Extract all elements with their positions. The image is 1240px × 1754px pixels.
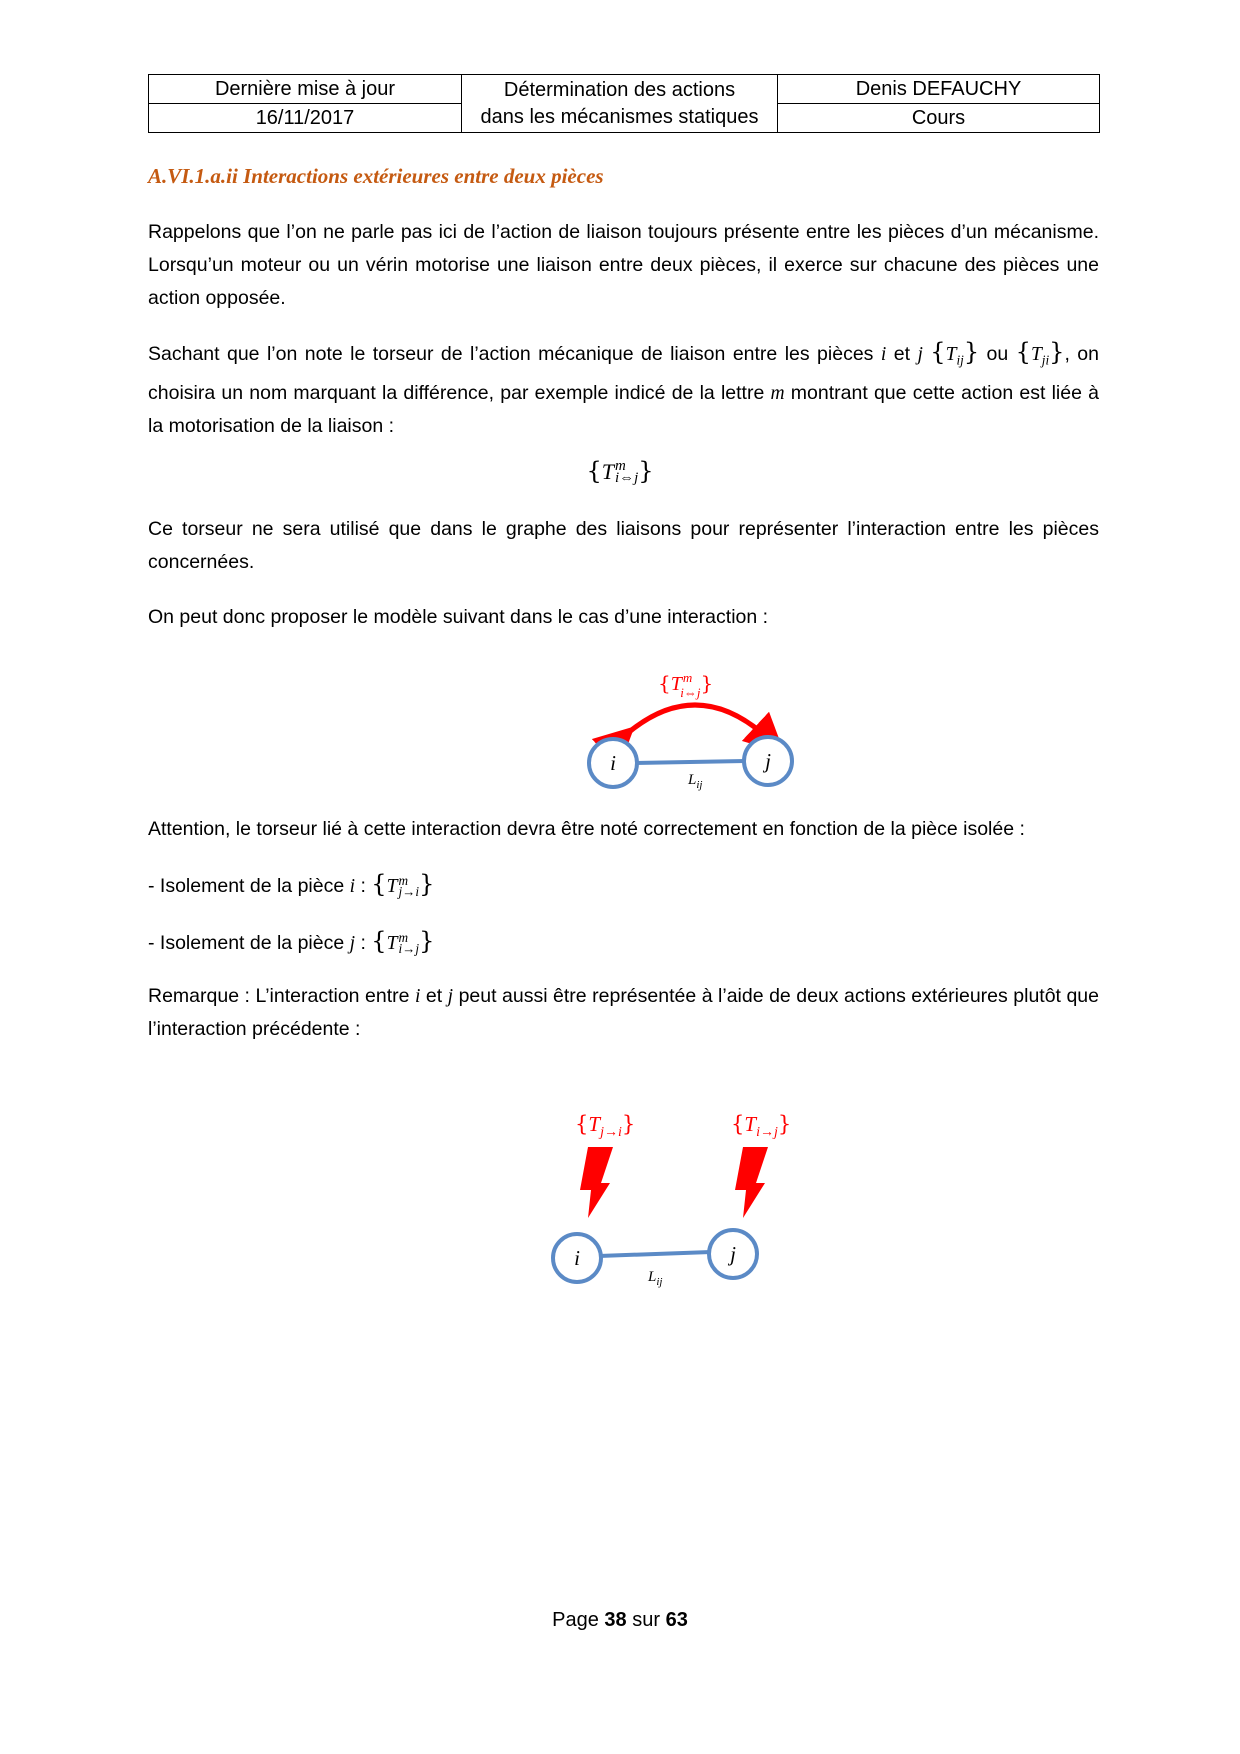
link-label: $L_{ij}$: [648, 1269, 663, 1288]
paragraph-remark: Remarque : L’interaction entre i et j peut aussi être représentée à l’aide de deux actions extérieures plutôt que l’interaction précédente :: [148, 985, 1100, 1040]
paragraph-usage: Ce torseur ne sera utilisé que dans le graphe des liaisons pour représenter l’interaction entre les pièces concernées.: [148, 518, 1099, 573]
paragraph-model: On peut donc proposer le modèle suivant dans le cas d’une interaction :: [148, 606, 769, 628]
link-line: [599, 1252, 711, 1256]
document-title-line2: dans les mécanismes statiques: [480, 105, 759, 128]
paragraph-attention: Attention, le torseur lié à cette interaction devra être noté correctement en fonction de la pièce isolée :: [148, 818, 1025, 840]
document-type: Cours: [778, 104, 1100, 133]
interaction-torsor-label: {$T^m$ i⇔j}: [658, 670, 714, 700]
section-title: A.VI.1.a.ii Interactions extérieures entre deux pièces: [148, 164, 604, 188]
paragraph-notation: Sachant que l’on note le torseur de l’action mécanique de liaison entre les pièces i et j $\{T_{ij}\}$ ou $\{T_{ji}\}$, on choisira un nom marquant la différence, par exemple indicé de la lettre m montrant que cette action est liée à la motorisation de la liaison :: [148, 338, 1100, 437]
node-i-label: i: [574, 1246, 580, 1270]
paragraph-intro: Rappelons que l’on ne parle pas ici de l’action de liaison toujours présente entre les pièces d’un mécanisme. Lorsqu’un moteur ou un vérin motorise une liaison entre deux pièces, il exerce sur chacune des pièces une action opposée.: [148, 221, 1099, 309]
document-title-line1: Détermination des actions: [503, 78, 736, 101]
torsor-i-to-j-label: $\{T_{i\to j}\}$: [731, 1112, 792, 1140]
page-footer: Page 38 sur 63: [552, 1609, 688, 1631]
node-i-label: i: [610, 751, 616, 775]
link-label: $L_{ij}$: [688, 772, 703, 791]
node-j-label: j: [730, 1242, 736, 1266]
isolation-j: - Isolement de la pièce j : {T m i→j }: [148, 927, 435, 956]
page-total: 63: [665, 1609, 688, 1631]
lightning-bolt-icon: [735, 1147, 768, 1218]
update-date: 16/11/2017: [149, 104, 462, 133]
page-number: 38: [604, 1609, 627, 1631]
last-update-label: Dernière mise à jour: [149, 75, 462, 104]
lightning-bolt-icon: [580, 1147, 613, 1218]
node-j-label: j: [765, 749, 771, 773]
motor-torsor-equation: {T m i⇔j }: [586, 457, 654, 487]
author: Denis DEFAUCHY: [778, 75, 1100, 104]
torsor-j-to-i-label: $\{T_{j\to i}\}$: [575, 1112, 636, 1140]
isolation-i: - Isolement de la pièce i : {T m j→i }: [148, 870, 435, 899]
